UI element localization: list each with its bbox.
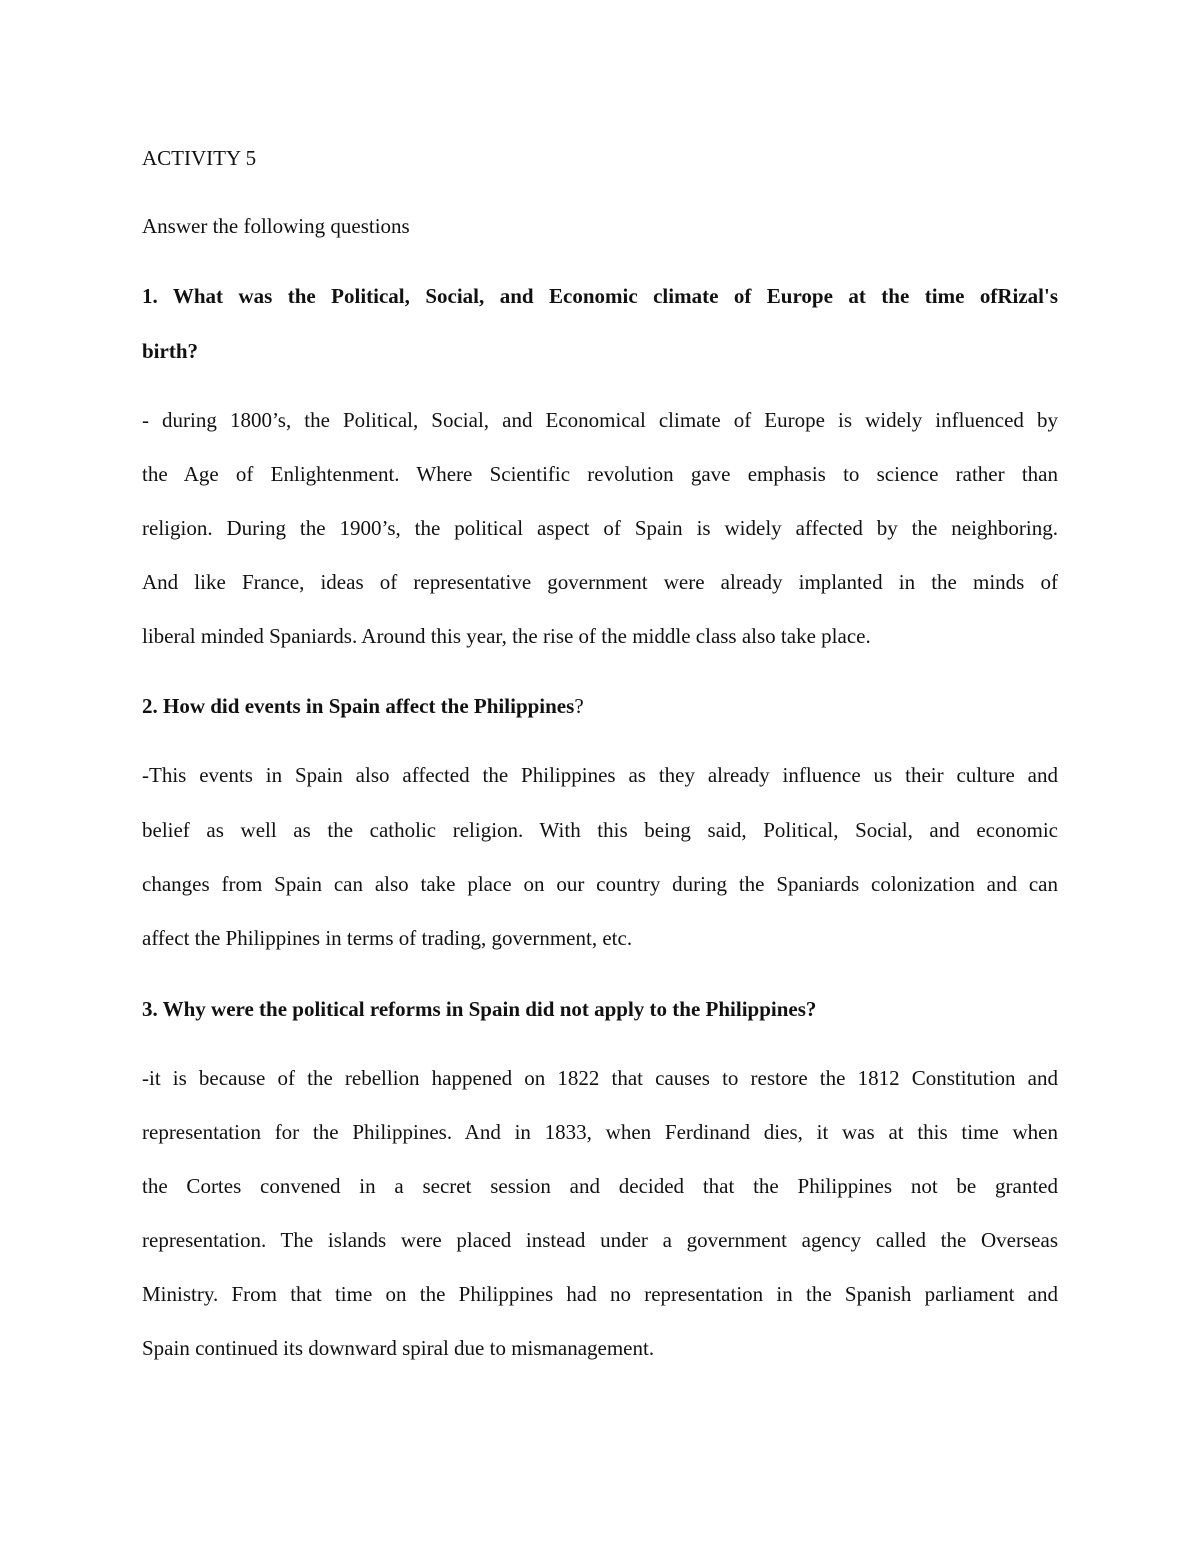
question-2 bbox=[142, 691, 584, 721]
instruction-text: Answer the following questions bbox=[142, 214, 410, 238]
answer-3-line-3: the Cortes convened in a secret session and decided that the Philippines not be granted bbox=[142, 1174, 1058, 1198]
answer-3-line-2: representation for the Philippines. And in 1833, when Ferdinand dies, it was at this time when bbox=[142, 1120, 1058, 1144]
answer-3-line-5: Ministry. From that time on the Philippines had no representation in the Spanish parliament and bbox=[142, 1282, 1058, 1306]
answer-1-line-3: religion. During the 1900’s, the political aspect of Spain is widely affected by the neighboring. bbox=[142, 516, 1058, 540]
answer-2-line-3: changes from Spain can also take place on our country during the Spaniards colonization and can bbox=[142, 872, 1058, 896]
answer-2-line-4: affect the Philippines in terms of trading, government, etc. bbox=[142, 926, 633, 950]
answer-3-line-4: representation. The islands were placed instead under a government agency called the Overseas bbox=[142, 1228, 1058, 1252]
question-2-mark: ? bbox=[574, 694, 584, 718]
answer-3-line-1: -it is because of the rebellion happened on 1822 that causes to restore the 1812 Constitution and bbox=[142, 1066, 1058, 1090]
answer-1-line-2: the Age of Enlightenment. Where Scientific revolution gave emphasis to science rather than bbox=[142, 462, 1058, 486]
activity-title: ACTIVITY 5 bbox=[142, 146, 257, 170]
answer-1-line-1: - during 1800’s, the Political, Social, and Economical climate of Europe is widely influenced by bbox=[142, 408, 1058, 432]
question-2-text: 2. How did events in Spain affect the Philippines bbox=[142, 694, 575, 718]
answer-2-line-1: -This events in Spain also affected the Philippines as they already influence us their culture and bbox=[142, 763, 1058, 787]
answer-3-line-6: Spain continued its downward spiral due to mismanagement. bbox=[142, 1336, 655, 1360]
question-1-line-1: 1. What was the Political, Social, and Economic climate of Europe at the time ofRizal's bbox=[142, 284, 1058, 308]
question-3: 3. Why were the political reforms in Spain did not apply to the Philippines? bbox=[142, 997, 817, 1021]
answer-1-line-5: liberal minded Spaniards. Around this year, the rise of the middle class also take place. bbox=[142, 624, 871, 648]
question-1-line-2: birth? bbox=[142, 339, 199, 363]
answer-2-line-2: belief as well as the catholic religion. With this being said, Political, Social, and economic bbox=[142, 818, 1058, 842]
answer-1-line-4: And like France, ideas of representative government were already implanted in the minds of bbox=[142, 570, 1058, 594]
